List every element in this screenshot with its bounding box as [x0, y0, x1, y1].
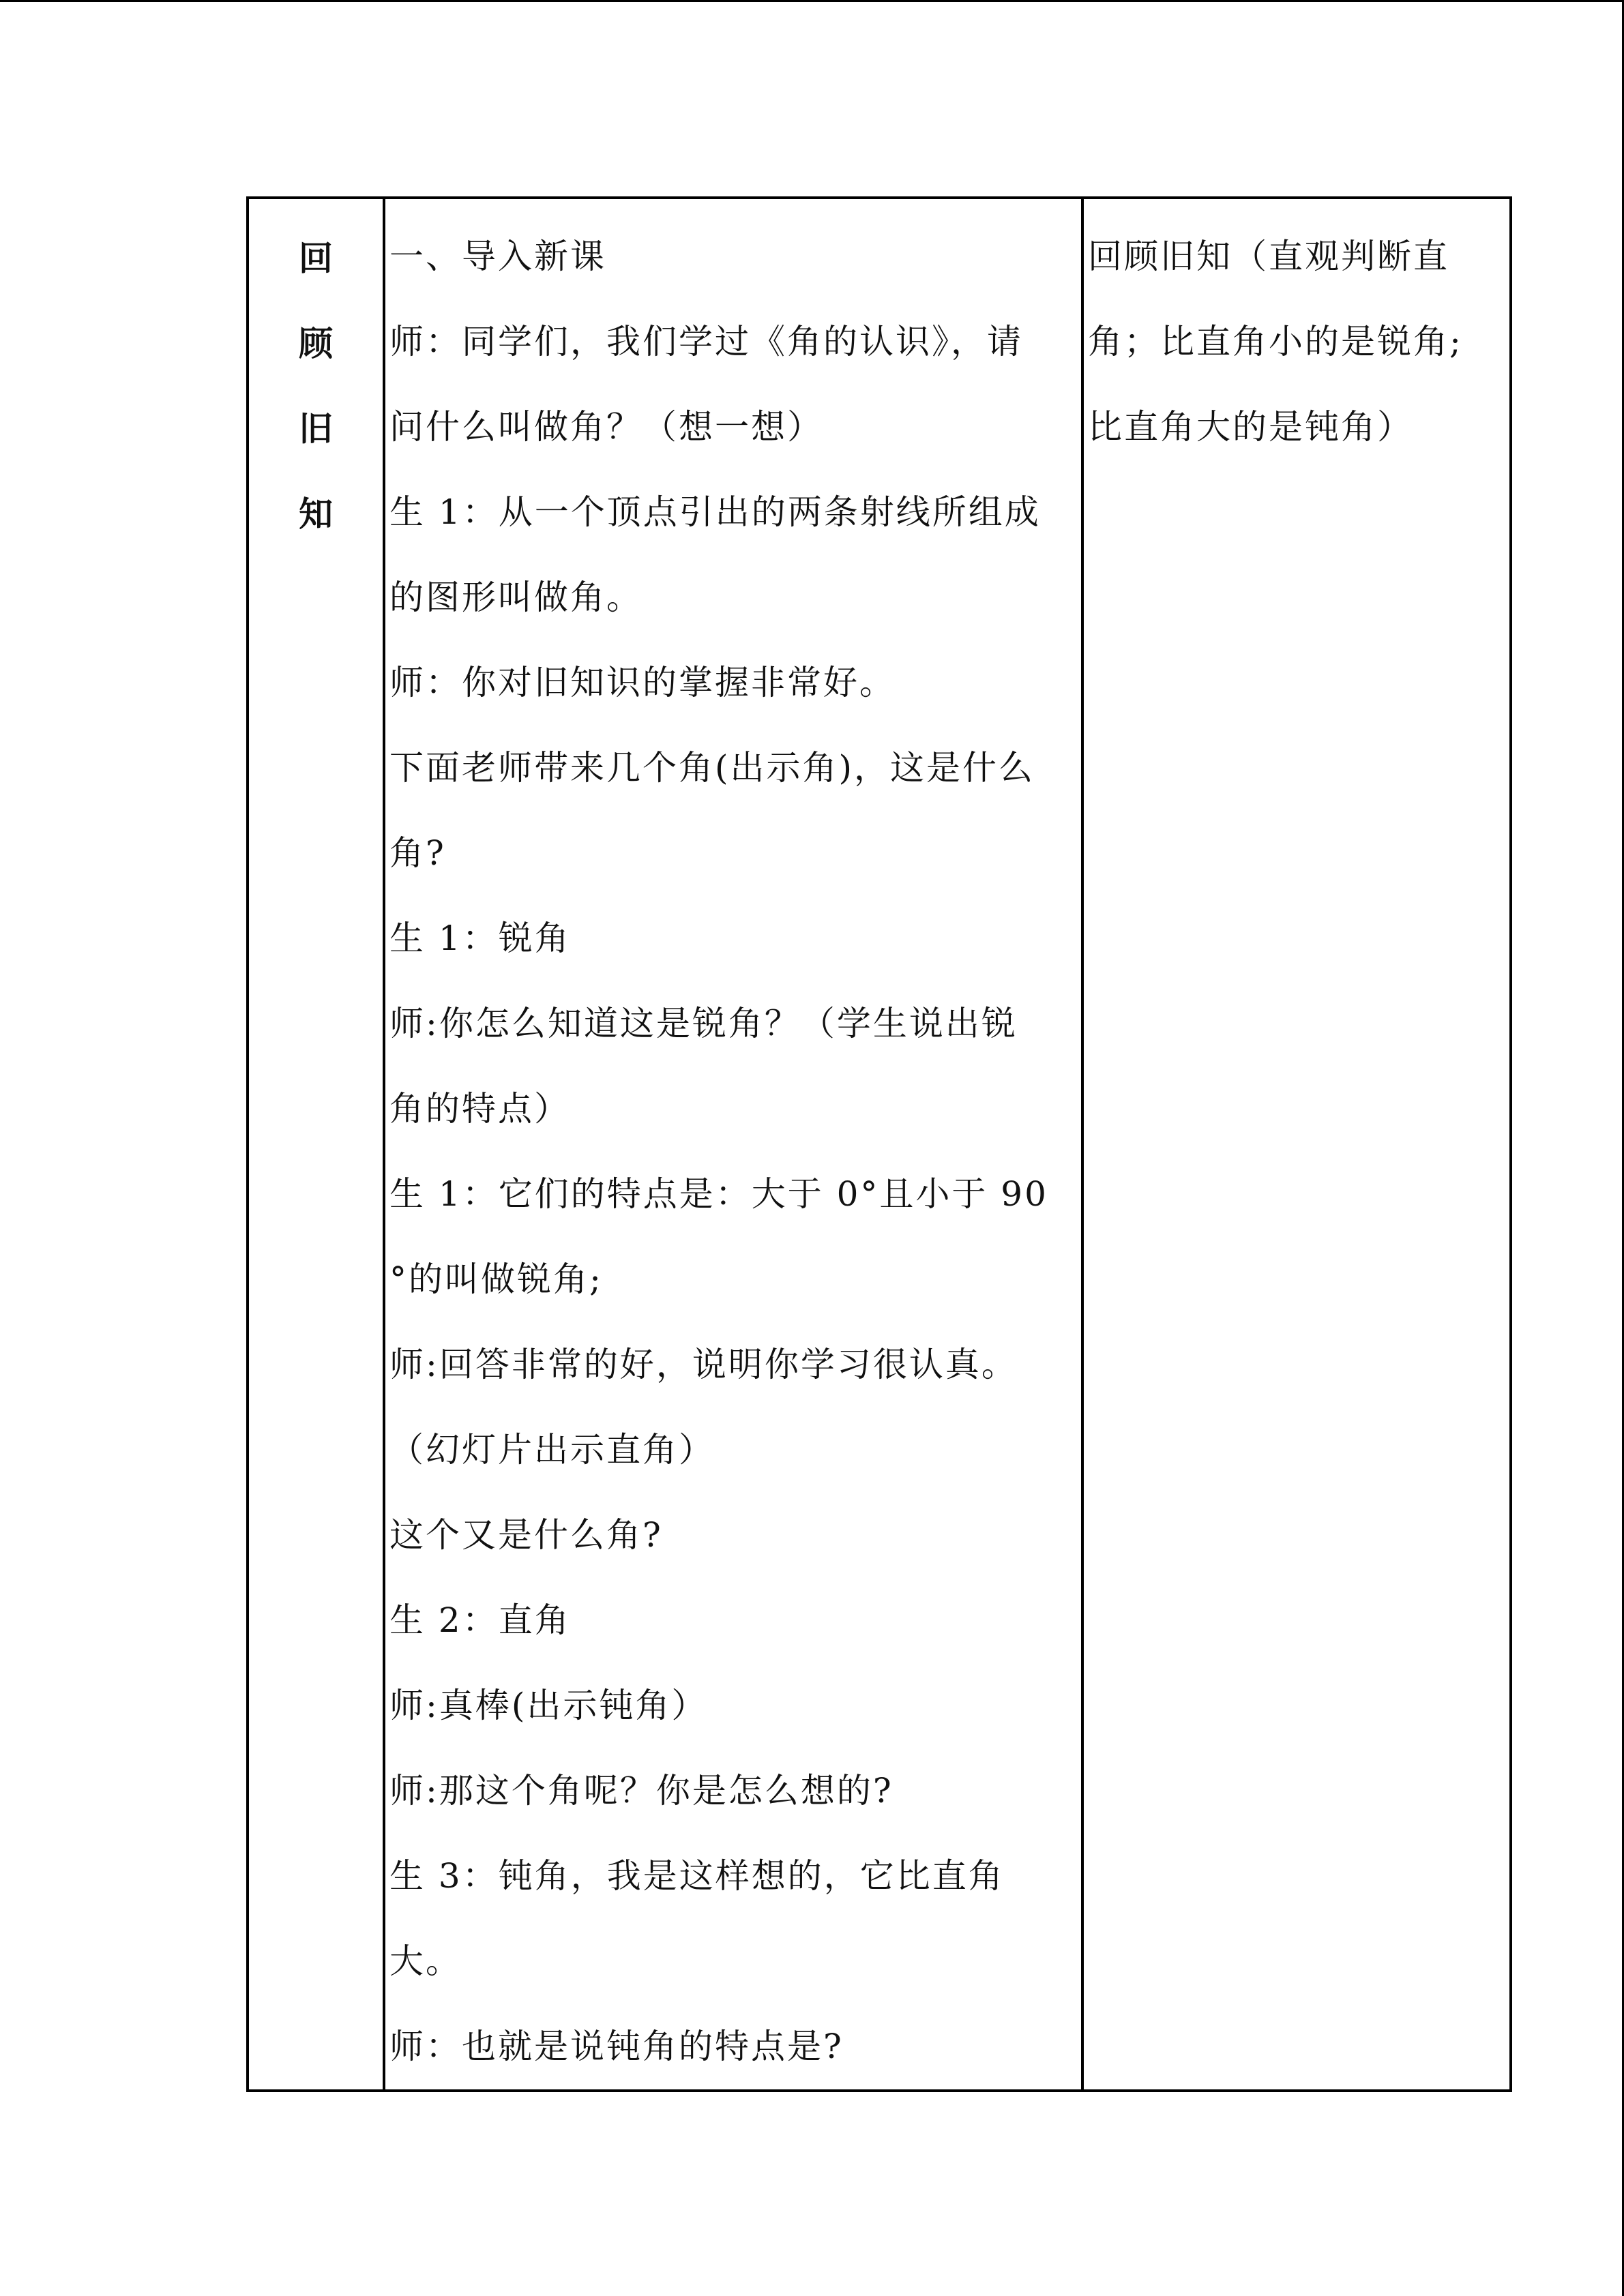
content-line: 师:真棒(出示钝角） — [389, 1686, 708, 1725]
lesson-plan-table — [246, 196, 1512, 2092]
content-text — [385, 199, 1081, 2089]
content-line: （幻灯片出示直角） — [389, 1430, 715, 1470]
content-line: 生 1：它们的特点是：大于 0°且小于 90 — [389, 1174, 1048, 1214]
content-line: 角? — [389, 833, 446, 873]
content-line: 师:那这个角呢？你是怎么想的? — [389, 1771, 894, 1810]
content-line: 生 1：锐角 — [389, 919, 571, 958]
notes-cell — [1082, 198, 1511, 2091]
section-heading-char: 知 — [299, 494, 333, 534]
notes-line: 比直角大的是钝角） — [1088, 407, 1413, 447]
content-line: 生 3：钝角，我是这样想的，它比直角 — [389, 1856, 1005, 1896]
notes-text — [1084, 199, 1509, 470]
content-line: 问什么叫做角？（想一想） — [389, 407, 823, 447]
table-row — [248, 198, 1511, 2091]
content-line: 师：你对旧知识的掌握非常好。 — [389, 663, 896, 702]
section-cell — [248, 198, 384, 2091]
content-line: 生 1：从一个顶点引出的两条射线所组成 — [389, 492, 1041, 532]
content-line: 这个又是什么角? — [389, 1515, 663, 1555]
content-line: 师:回答非常的好，说明你学习很认真。 — [389, 1345, 1018, 1384]
page-top-border — [0, 0, 1624, 2]
content-line: 生 2：直角 — [389, 1600, 571, 1640]
section-heading-char: 旧 — [299, 408, 333, 449]
content-cell — [384, 198, 1082, 2091]
content-line: 下面老师带来几个角(出示角)，这是什么 — [389, 748, 1035, 788]
content-line: 大。 — [389, 1941, 462, 1981]
content-line: 师：也就是说钝角的特点是? — [389, 2027, 844, 2066]
content-line: 师:你怎么知道这是锐角？（学生说出锐 — [389, 1004, 1018, 1043]
content-line: 一、导入新课 — [389, 237, 606, 276]
section-heading — [249, 199, 383, 556]
notes-line: 回顾旧知（直观判断直 — [1088, 237, 1449, 276]
content-line: 角的特点） — [389, 1089, 570, 1129]
section-heading-char: 顾 — [299, 323, 333, 363]
notes-line: 角；比直角小的是锐角; — [1088, 322, 1463, 361]
content-line: 的图形叫做角。 — [389, 578, 643, 617]
content-line: 师：同学们，我们学过《角的认识》，请 — [389, 322, 1023, 361]
section-heading-char: 回 — [299, 238, 333, 278]
content-line: °的叫做锐角; — [389, 1259, 603, 1299]
